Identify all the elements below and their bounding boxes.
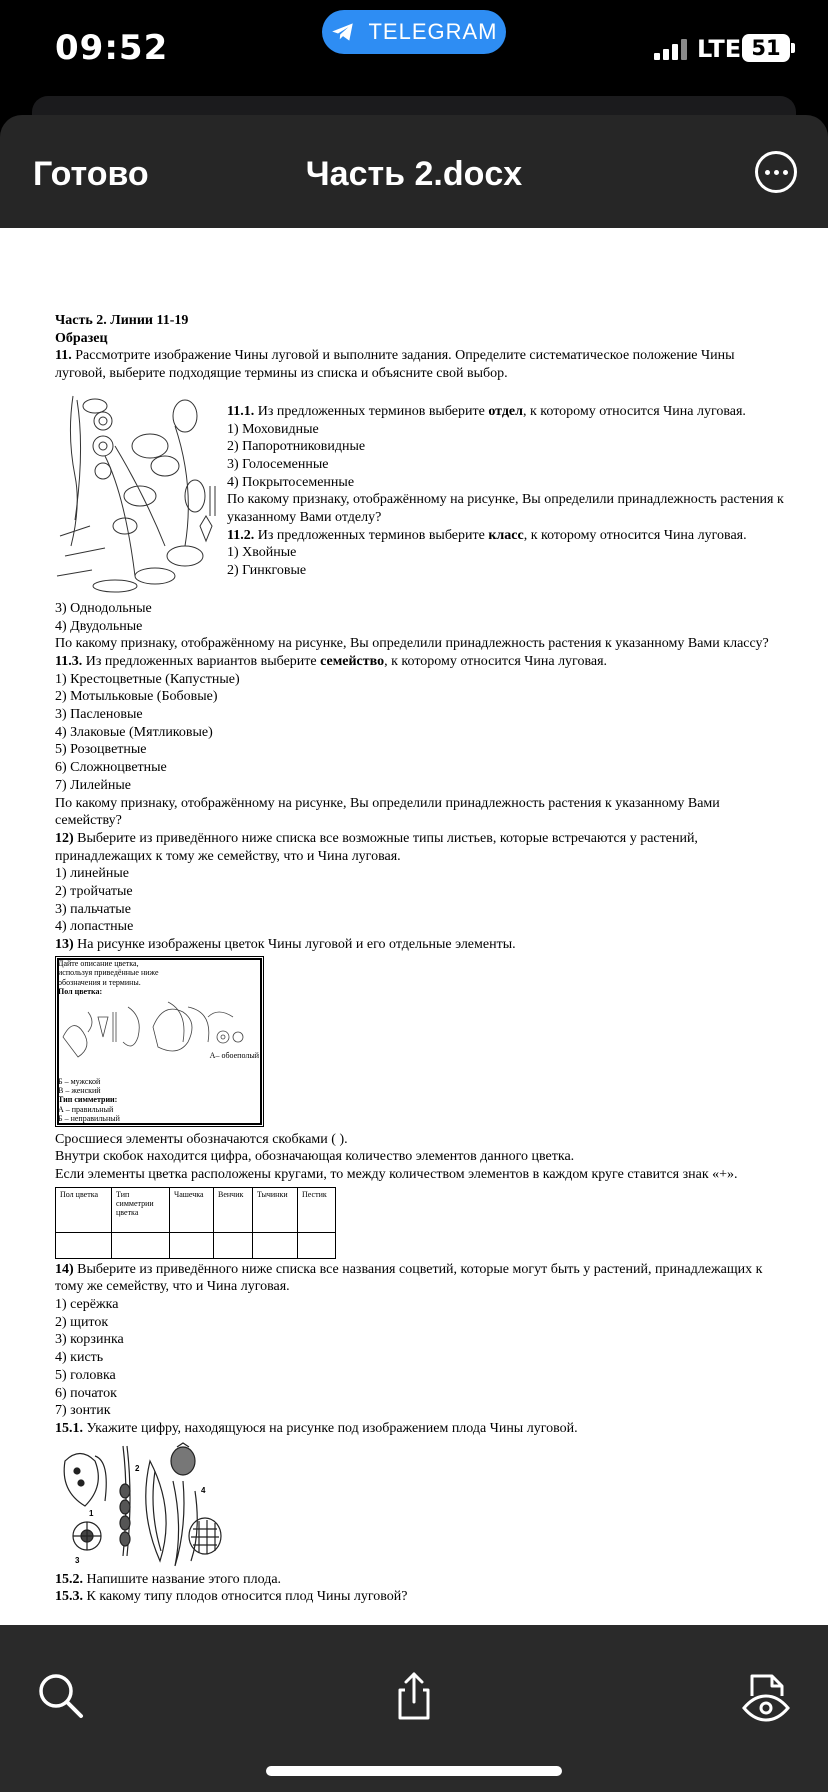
doc-sample-label: Образец xyxy=(55,330,108,346)
fig-instruction: обозначения и термины. xyxy=(58,977,141,987)
option: 2) Гинкговые xyxy=(227,563,307,579)
doc-heading: Часть 2. Линии 11-19 xyxy=(55,313,189,328)
fruits-illustration xyxy=(55,1441,227,1569)
document-page xyxy=(55,312,785,1606)
search-icon[interactable] xyxy=(35,1670,87,1722)
table-header: Венчик xyxy=(214,1187,253,1232)
question-13-note: Если элементы цветка расположены кругами, то между количеством элементов в каждом круге ставится знак «+». xyxy=(55,1166,738,1182)
battery-tip xyxy=(791,43,795,53)
option: 1) Крестоцветные (Капустные) xyxy=(55,671,240,687)
question-11: 11. Рассмотрите изображение Чины луговой и выполните задания. Определите систематическое положение Чины луговой, выберите подходящие термины из списка и объясните свой выбор. xyxy=(55,348,735,382)
ellipsis-circle-icon[interactable] xyxy=(755,151,797,193)
done-button[interactable]: Готово xyxy=(33,155,149,193)
fruit-label: 3 xyxy=(75,1555,80,1565)
fruit-label: 1 xyxy=(89,1508,94,1518)
fruit-label: 2 xyxy=(135,1463,140,1473)
network-type: LTE xyxy=(697,35,742,63)
question-11-1-block xyxy=(227,403,785,600)
option: 4) Злаковые (Мятликовые) xyxy=(55,724,213,740)
question-15-1: 15.1. Укажите цифру, находящуюся на рисунке под изображением плода Чины луговой. xyxy=(55,1420,578,1436)
table-cell xyxy=(56,1232,112,1258)
document-viewer[interactable] xyxy=(0,228,828,1625)
option: 2) Мотыльковые (Бобовые) xyxy=(55,689,218,705)
option: 5) головка xyxy=(55,1367,116,1383)
document-view-icon[interactable] xyxy=(740,1670,792,1722)
option: 6) початок xyxy=(55,1385,117,1401)
option: 2) щиток xyxy=(55,1314,109,1330)
question-11-1-prompt: По какому признаку, отображённому на рисунке, Вы определили принадлежность растения к указанному Вами отделу? xyxy=(227,492,784,526)
option: 7) Лилейные xyxy=(55,777,131,793)
option: 1) Моховидные xyxy=(227,421,319,437)
option: 1) Хвойные xyxy=(227,545,297,561)
question-15-3: 15.3. К какому типу плодов относится плод Чины луговой? xyxy=(55,1589,408,1605)
table-header: Чашечка xyxy=(170,1187,214,1232)
flower-formula-table xyxy=(55,1187,336,1259)
table-cell xyxy=(112,1232,170,1258)
option: 3) Голосеменные xyxy=(227,456,329,472)
option: 1) серёжка xyxy=(55,1297,119,1313)
option: 2) Папоротниковидные xyxy=(227,439,366,455)
document-title: Часть 2.docx xyxy=(305,155,523,193)
option: 2) тройчатые xyxy=(55,884,133,900)
question-11-3: 11.3. Из предложенных вариантов выберите семейство, к которому относится Чина луговая. xyxy=(55,653,608,669)
option: 3) корзинка xyxy=(55,1332,124,1348)
fig-symmetry-title: Тип симметрии: xyxy=(58,1095,118,1105)
table-cell xyxy=(214,1232,253,1258)
fig-instruction: Дайте описание цветка, xyxy=(58,958,139,968)
option: 5) Розоцветные xyxy=(55,742,147,758)
status-bar xyxy=(0,0,828,100)
option: 3) Однодольные xyxy=(55,600,152,616)
question-13-note: Внутри скобок находится цифра, обозначающая количество элементов данного цветка. xyxy=(55,1149,575,1165)
option: 4) Двудольные xyxy=(55,618,143,634)
option: 3) Пасленовые xyxy=(55,707,143,723)
signal-icon xyxy=(654,38,688,60)
fig-option-a: А– обоеполый xyxy=(209,1050,259,1060)
table-header: Тип симметрии цветка xyxy=(112,1187,170,1232)
telegram-return-pill[interactable] xyxy=(322,10,506,54)
question-12: 12) Выберите из приведённого ниже списка все возможные типы листьев, которые встречаются у растений, принадлежащих к тому же семейству, что и Чина луговая. xyxy=(55,830,698,864)
fig-option-v: В – женский xyxy=(58,1085,101,1095)
fig-sex-title: Пол цветка: xyxy=(58,987,103,997)
fig-symmetry-b: Б – неправильный xyxy=(58,1114,120,1124)
option: 1) линейные xyxy=(55,866,129,882)
option: 4) Покрытосеменные xyxy=(227,474,355,490)
fig-symmetry-a: А – правильный xyxy=(58,1104,114,1114)
option: 4) кисть xyxy=(55,1350,104,1366)
battery-icon: 51 xyxy=(742,34,790,62)
question-11-2: 11.2. Из предложенных терминов выберите класс, к которому относится Чина луговая. xyxy=(227,527,747,543)
option: 4) лопастные xyxy=(55,919,134,935)
document-header xyxy=(0,115,828,228)
table-header: Пестик xyxy=(298,1187,336,1232)
fruit-label: 4 xyxy=(201,1485,206,1495)
question-13: 13) На рисунке изображены цветок Чины луговой и его отдельные элементы. xyxy=(55,937,516,953)
option: 6) Сложноцветные xyxy=(55,760,167,776)
question-13-note: Сросшиеся элементы обозначаются скобками ( ). xyxy=(55,1131,348,1147)
table-cell xyxy=(298,1232,336,1258)
question-11-2-prompt: По какому признаку, отображённому на рисунке, Вы определили принадлежность растения к указанному Вами классу? xyxy=(55,636,769,652)
option: 7) зонтик xyxy=(55,1403,111,1419)
fig-option-b: Б – мужской xyxy=(58,1076,101,1086)
fig-instruction: используя приведённые ниже xyxy=(58,968,159,978)
telegram-pill-label: TELEGRAM xyxy=(368,19,498,44)
table-cell xyxy=(170,1232,214,1258)
table-header: Пол цветка xyxy=(56,1187,112,1232)
home-indicator[interactable] xyxy=(266,1766,562,1776)
question-14: 14) Выберите из приведённого ниже списка все названия соцветий, которые могут быть у растений, принадлежащих к тому же семейству, что и Чина луговая. xyxy=(55,1261,763,1295)
question-11-1: 11.1. Из предложенных терминов выберите отдел, к которому относится Чина луговая. xyxy=(227,403,746,419)
option: 3) пальчатые xyxy=(55,901,131,917)
flower-description-figure xyxy=(55,956,264,1127)
table-cell xyxy=(253,1232,298,1258)
telegram-icon xyxy=(330,19,356,45)
question-15-2: 15.2. Напишите название этого плода. xyxy=(55,1571,282,1587)
status-time: 09:52 xyxy=(55,28,169,68)
sweet-pea-plant-illustration xyxy=(55,386,220,600)
share-icon[interactable] xyxy=(388,1670,440,1722)
question-11-3-prompt: По какому признаку, отображённому на рисунке, Вы определили принадлежность растения к указанному Вами семейству? xyxy=(55,795,720,829)
table-header: Тычинки xyxy=(253,1187,298,1232)
